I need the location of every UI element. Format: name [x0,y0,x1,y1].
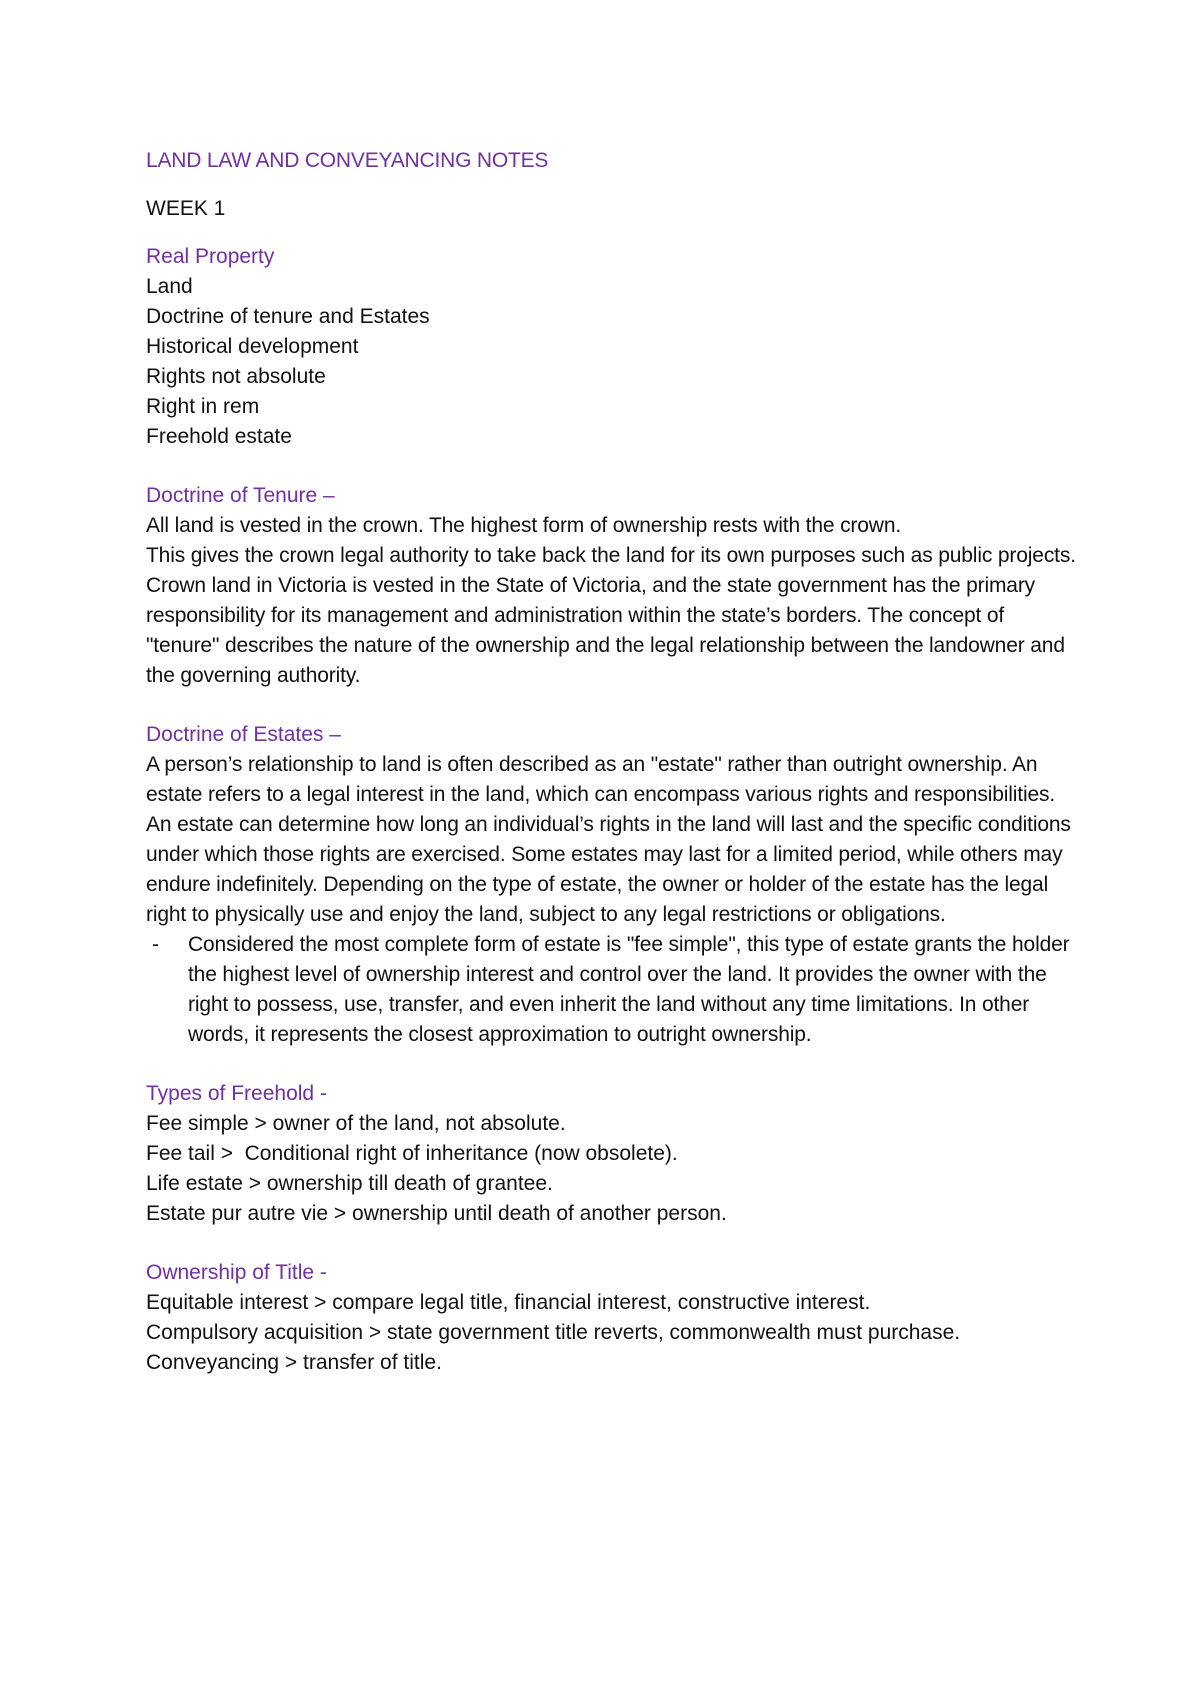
section-doctrine-of-tenure [146,481,1076,691]
section-ownership-of-title [146,1258,1076,1378]
document-title: LAND LAW AND CONVEYANCING NOTES [146,149,549,172]
list-item: Fee simple > owner of the land, not absolute. [146,1112,566,1135]
list-item: Fee tail > Conditional right of inheritance (now obsolete). [146,1142,678,1165]
list-item: Compulsory acquisition > state government title reverts, commonwealth must purchase. [146,1321,961,1344]
section-doctrine-of-estates [146,720,1076,1050]
section-heading: Real Property [146,245,275,268]
section-heading: Doctrine of Tenure – [146,484,335,507]
paragraph: All land is vested in the crown. The highest form of ownership rests with the crown. [146,514,902,537]
section-heading: Doctrine of Estates – [146,723,341,746]
list-item: Historical development [146,335,359,358]
list-item: Land [146,275,193,298]
list-item: Conveyancing > transfer of title. [146,1351,442,1374]
list-item: Estate pur autre vie > ownership until death of another person. [146,1202,727,1225]
section-types-of-freehold [146,1079,1076,1229]
bullet-text: Considered the most complete form of estate is "fee simple", this type of estate grants the holder the highest level of ownership interest and control over the land. It provides the owner with the right to possess, use, transfer, and even inherit the land without any time limitations. In other words, it represents the closest approximation to outright ownership. [188,933,1070,1046]
list-item: Freehold estate [146,425,292,448]
list-item: Rights not absolute [146,365,326,388]
list-item: Doctrine of tenure and Estates [146,305,430,328]
list-item: Life estate > ownership till death of grantee. [146,1172,553,1195]
document-page [146,146,1076,1407]
bullet-dash: - [152,933,159,956]
section-heading: Types of Freehold - [146,1082,327,1105]
week-label: WEEK 1 [146,197,226,220]
list-item: Right in rem [146,395,260,418]
section-real-property [146,242,1076,452]
bullet-item [146,930,1076,1050]
paragraph: A person’s relationship to land is often described as an "estate" rather than outright ownership. An estate refers to a legal interest in the land, which can encompass various rights and responsibilities. An estate can determine how long an individual’s rights in the land will last and the specific conditions under which those rights are exercised. Some estates may last for a limited period, while others may endure indefinitely. Depending on the type of estate, the owner or holder of the estate has the legal right to physically use and enjoy the land, subject to any legal restrictions or obligations. [146,753,1071,926]
section-heading: Ownership of Title - [146,1261,327,1284]
list-item: Equitable interest > compare legal title, financial interest, constructive interest. [146,1291,871,1314]
paragraph: This gives the crown legal authority to take back the land for its own purposes such as public projects. Crown land in Victoria is vested in the State of Victoria, and the state government has the primary responsibility for its management and administration within the state’s borders. The concept of "tenure" describes the nature of the ownership and the legal relationship between the landowner and the governing authority. [146,544,1076,687]
